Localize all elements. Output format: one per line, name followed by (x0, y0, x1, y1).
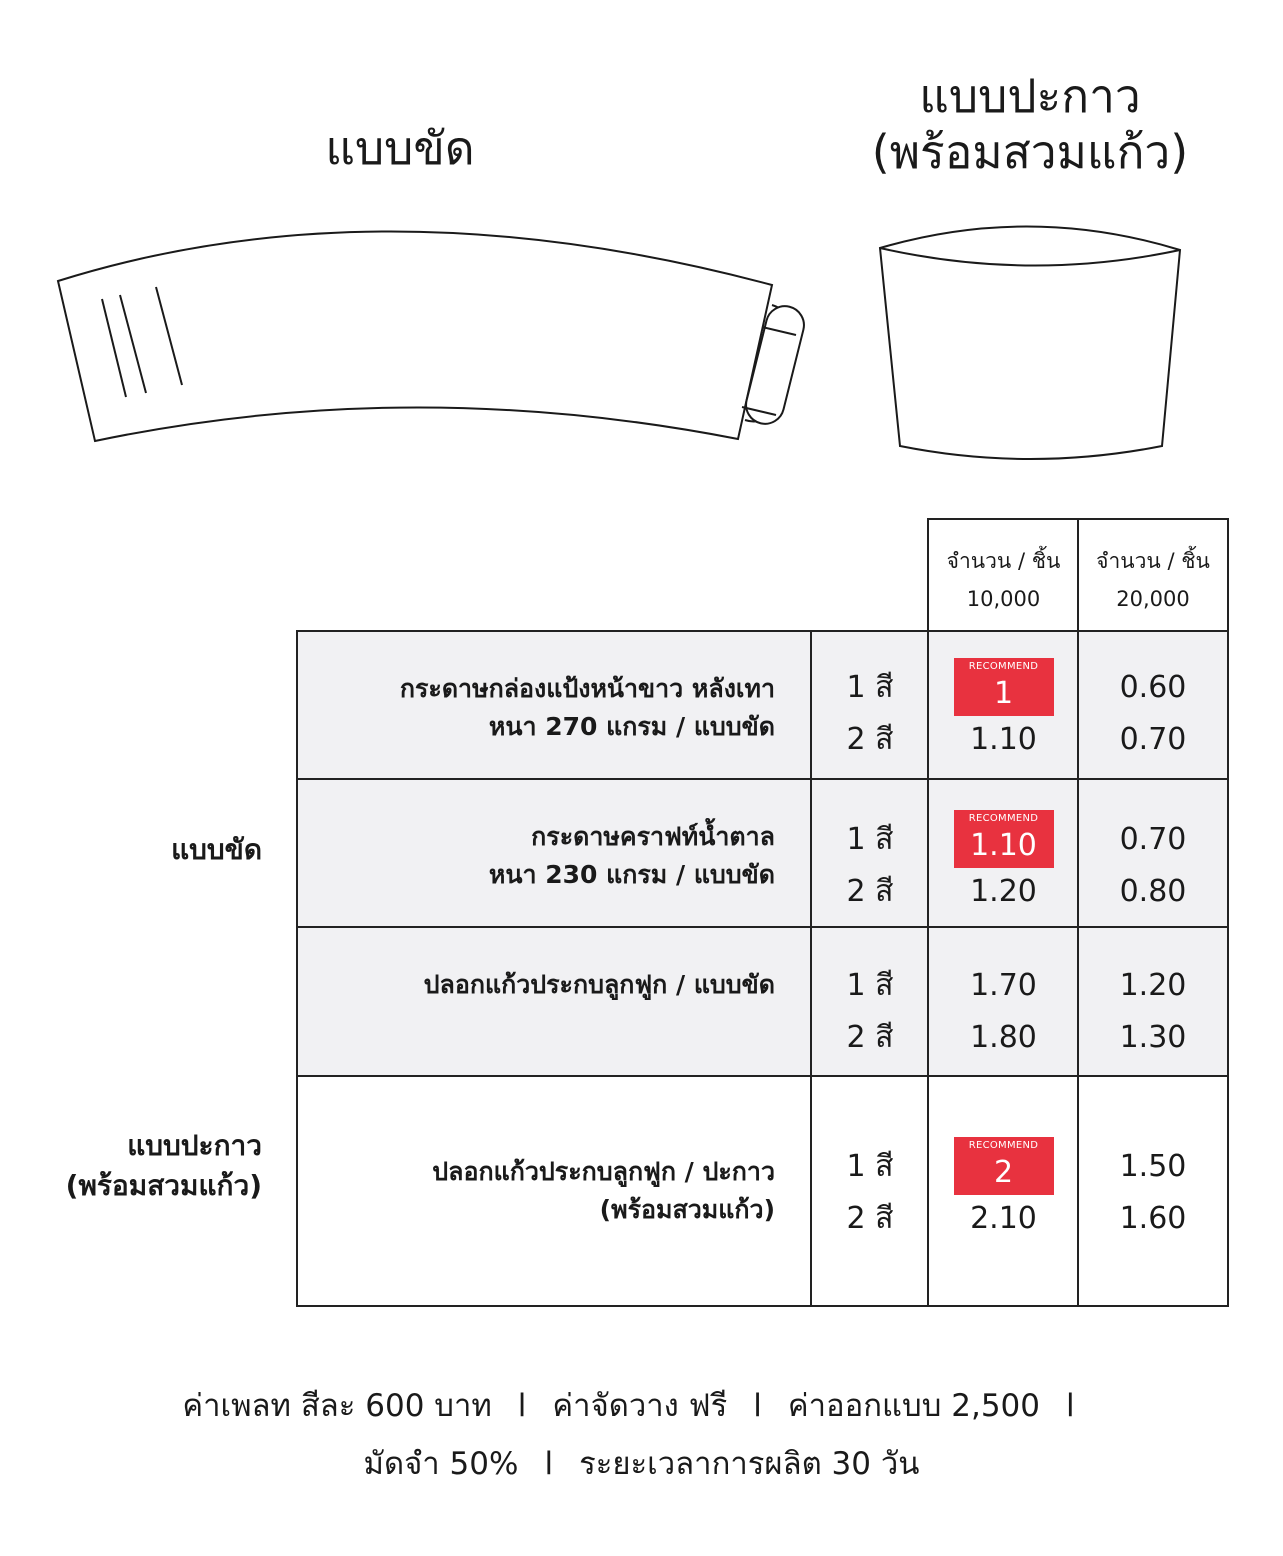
footer-line1 (0, 1378, 1283, 1434)
table-row-price-20000 (1077, 926, 1229, 1077)
row-desc-line2: หนา 230 แกรม / แบบขัด (488, 860, 775, 889)
color-2: 2 สี (846, 1020, 894, 1055)
color-2: 2 สี (846, 722, 894, 757)
title-right-line2: (พร้อมสวมแก้ว) (871, 125, 1189, 179)
header-label: จำนวน / ชิ้น (946, 549, 1061, 573)
price: 2.10 (970, 1201, 1037, 1236)
table-row-desc (296, 926, 813, 1077)
price: 1.20 (1119, 968, 1187, 1003)
price: 1.20 (970, 874, 1037, 909)
group-label-line1: แบบปะกาว (127, 1129, 262, 1162)
price: 1.10 (970, 828, 1037, 863)
table-row-colors (810, 926, 930, 1077)
header-qty: 10,000 (966, 587, 1041, 611)
recommend-badge: RECOMMEND 2 (954, 1137, 1054, 1195)
table-row-price-10000 (927, 1075, 1080, 1307)
price: 1.60 (1119, 1201, 1187, 1236)
table-row-colors (810, 630, 930, 781)
footer-separator: l (1066, 1388, 1075, 1424)
price: 1.50 (1119, 1149, 1187, 1184)
price: 0.70 (1119, 722, 1187, 757)
table-row-price-10000 (927, 630, 1080, 781)
footer-line2 (0, 1436, 1283, 1492)
table-row-price-10000 (927, 926, 1080, 1077)
row-desc-line1: กระดาษคราฟท์น้ำตาล (531, 822, 775, 851)
table-row-desc (296, 778, 813, 929)
price: 1.70 (970, 968, 1037, 1003)
group-label-line2: (พร้อมสวมแก้ว) (65, 1169, 262, 1202)
table-row-desc (296, 630, 813, 781)
header-label: จำนวน / ชิ้น (1096, 549, 1210, 573)
price: 0.80 (1119, 874, 1187, 909)
price: 2 (993, 1155, 1014, 1190)
table-row-price-20000 (1077, 1075, 1229, 1307)
price: 1 (993, 676, 1014, 711)
color-2: 2 สี (846, 874, 894, 909)
row-desc-line1: ปลอกแก้วประกบลูกฟูก / ปะกาว (432, 1157, 775, 1186)
row-desc-line1: กระดาษกล่องแป้งหน้าขาว หลังเทา (399, 674, 775, 703)
footer-lead-time: ระยะเวลาการผลิต 30 วัน (579, 1446, 920, 1482)
header-qty: 20,000 (1116, 587, 1190, 611)
row-desc-line2: หนา 270 แกรม / แบบขัด (488, 712, 775, 741)
price: 1.10 (970, 722, 1037, 757)
group-label-slot: แบบขัด (171, 833, 262, 866)
price: 0.60 (1119, 670, 1187, 705)
footer-design-fee: ค่าออกแบบ 2,500 (787, 1388, 1040, 1424)
color-1: 1 สี (846, 670, 894, 705)
color-1: 1 สี (846, 968, 894, 1003)
table-row-price-10000 (927, 778, 1080, 929)
table-row-price-20000 (1077, 630, 1229, 781)
footer-plate-fee: ค่าเพลท สีละ 600 บาท (182, 1388, 492, 1424)
price: 1.30 (1119, 1020, 1187, 1055)
header-qty-10000 (927, 518, 1080, 632)
color-1: 1 สี (846, 1149, 894, 1184)
table-row-desc (296, 1075, 813, 1307)
price: 1.80 (970, 1020, 1037, 1055)
footer-separator: l (517, 1388, 527, 1424)
table-row-price-20000 (1077, 778, 1229, 929)
recommend-badge: RECOMMEND 1 (954, 658, 1054, 716)
table-row-colors (810, 1075, 930, 1307)
title-left: แบบขัด (325, 121, 475, 175)
recommend-badge: RECOMMEND 1.10 (954, 810, 1054, 868)
price: 0.70 (1119, 822, 1187, 857)
table-row-colors (810, 778, 930, 929)
color-2: 2 สี (846, 1201, 894, 1236)
footer-separator: l (753, 1388, 762, 1424)
footer-separator: l (544, 1446, 554, 1482)
footer-layout-fee: ค่าจัดวาง ฟรี (552, 1388, 728, 1424)
group-label-glued (0, 1126, 262, 1206)
title-right-line1: แบบปะกาว (919, 69, 1141, 123)
sleeve-glued-illustration (870, 220, 1190, 470)
sleeve-slot-illustration (50, 215, 810, 455)
color-1: 1 สี (846, 822, 894, 857)
row-desc-line2: (พร้อมสวมแก้ว) (599, 1195, 775, 1224)
footer-deposit: มัดจำ 50% (363, 1446, 519, 1482)
header-qty-20000 (1077, 518, 1229, 632)
row-desc-line1: ปลอกแก้วประกบลูกฟูก / แบบขัด (423, 970, 775, 999)
